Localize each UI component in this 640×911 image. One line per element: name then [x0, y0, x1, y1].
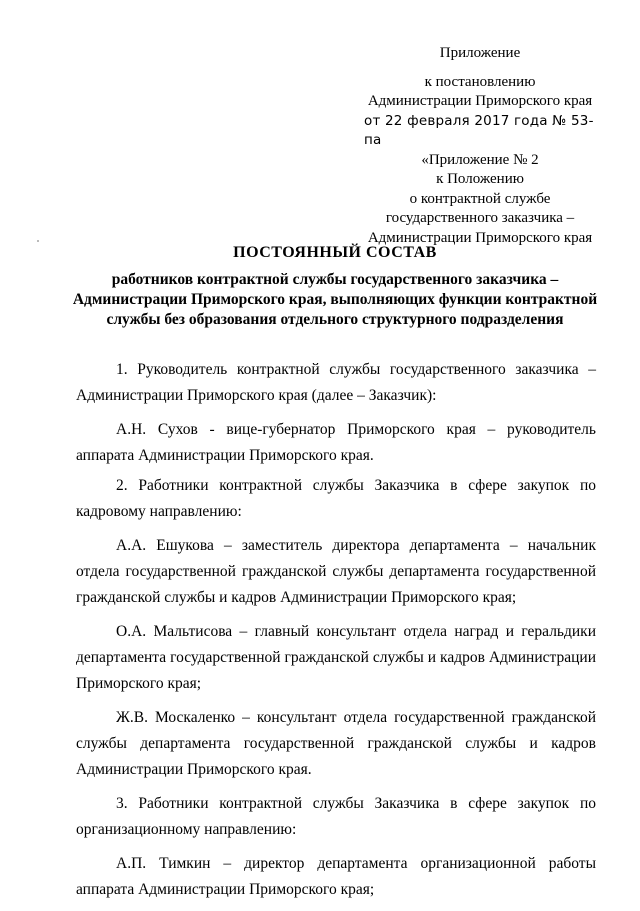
appendix-label: Приложение [439, 45, 521, 61]
subtitle-line: Администрации Приморского края, выполняющих функции контрактной [72, 291, 598, 308]
body-paragraph: А.Н. Сухов - вице-губернатор Приморского края – руководитель аппарата Администрации Приморского края. [76, 421, 596, 464]
scan-speck [37, 240, 39, 242]
resolution-line: Администрации Приморского края [367, 93, 593, 109]
appendix-header [350, 44, 610, 248]
body-paragraph: А.А. Ешукова – заместитель директора департамента – начальник отдела государственной гражданской службы департамента государственной гражданской службы и кадров Администрации Приморского края; [76, 537, 596, 606]
document-title: ПОСТОЯННЫЙ СОСТАВ [233, 244, 437, 261]
sub-appendix-line: о контрактной службе [409, 190, 551, 207]
document-subtitle [70, 270, 600, 330]
sub-appendix-line: «Приложение № 2 [421, 151, 539, 168]
sub-appendix-line: к Положению [436, 171, 524, 187]
document-body [76, 357, 596, 911]
body-paragraph: 3. Работники контрактной службы Заказчика в сфере закупок по организационному направлению: [76, 795, 596, 838]
sub-appendix-line: государственного заказчика – [385, 210, 575, 226]
body-paragraph: 2. Работники контрактной службы Заказчика в сфере закупок по кадровому направлению: [76, 477, 596, 520]
resolution-line: к постановлению [424, 73, 536, 90]
body-paragraph: О.А. Мальтисова – главный консультант отдела наград и геральдики департамента государственной гражданской службы и кадров Администрации Приморского края; [76, 623, 596, 692]
subtitle-line: службы без образования отдельного структурного подразделения [106, 311, 564, 328]
sub-appendix-line: Администрации Приморского края [367, 229, 593, 246]
body-paragraph: 1. Руководитель контрактной службы государственного заказчика – Администрации Приморского края (далее – Заказчик): [76, 361, 596, 404]
subtitle-line: работников контрактной службы государственного заказчика – [111, 271, 559, 288]
body-paragraph: Ж.В. Москаленко – консультант отдела государственной гражданской службы департамента государственной гражданской службы и кадров Администрации Приморского края. [76, 709, 596, 778]
body-paragraph: А.П. Тимкин – директор департамента организационной работы аппарата Администрации Приморского края; [76, 855, 596, 898]
resolution-date: от 22 февраля 2017 года № 53-па [364, 112, 594, 148]
